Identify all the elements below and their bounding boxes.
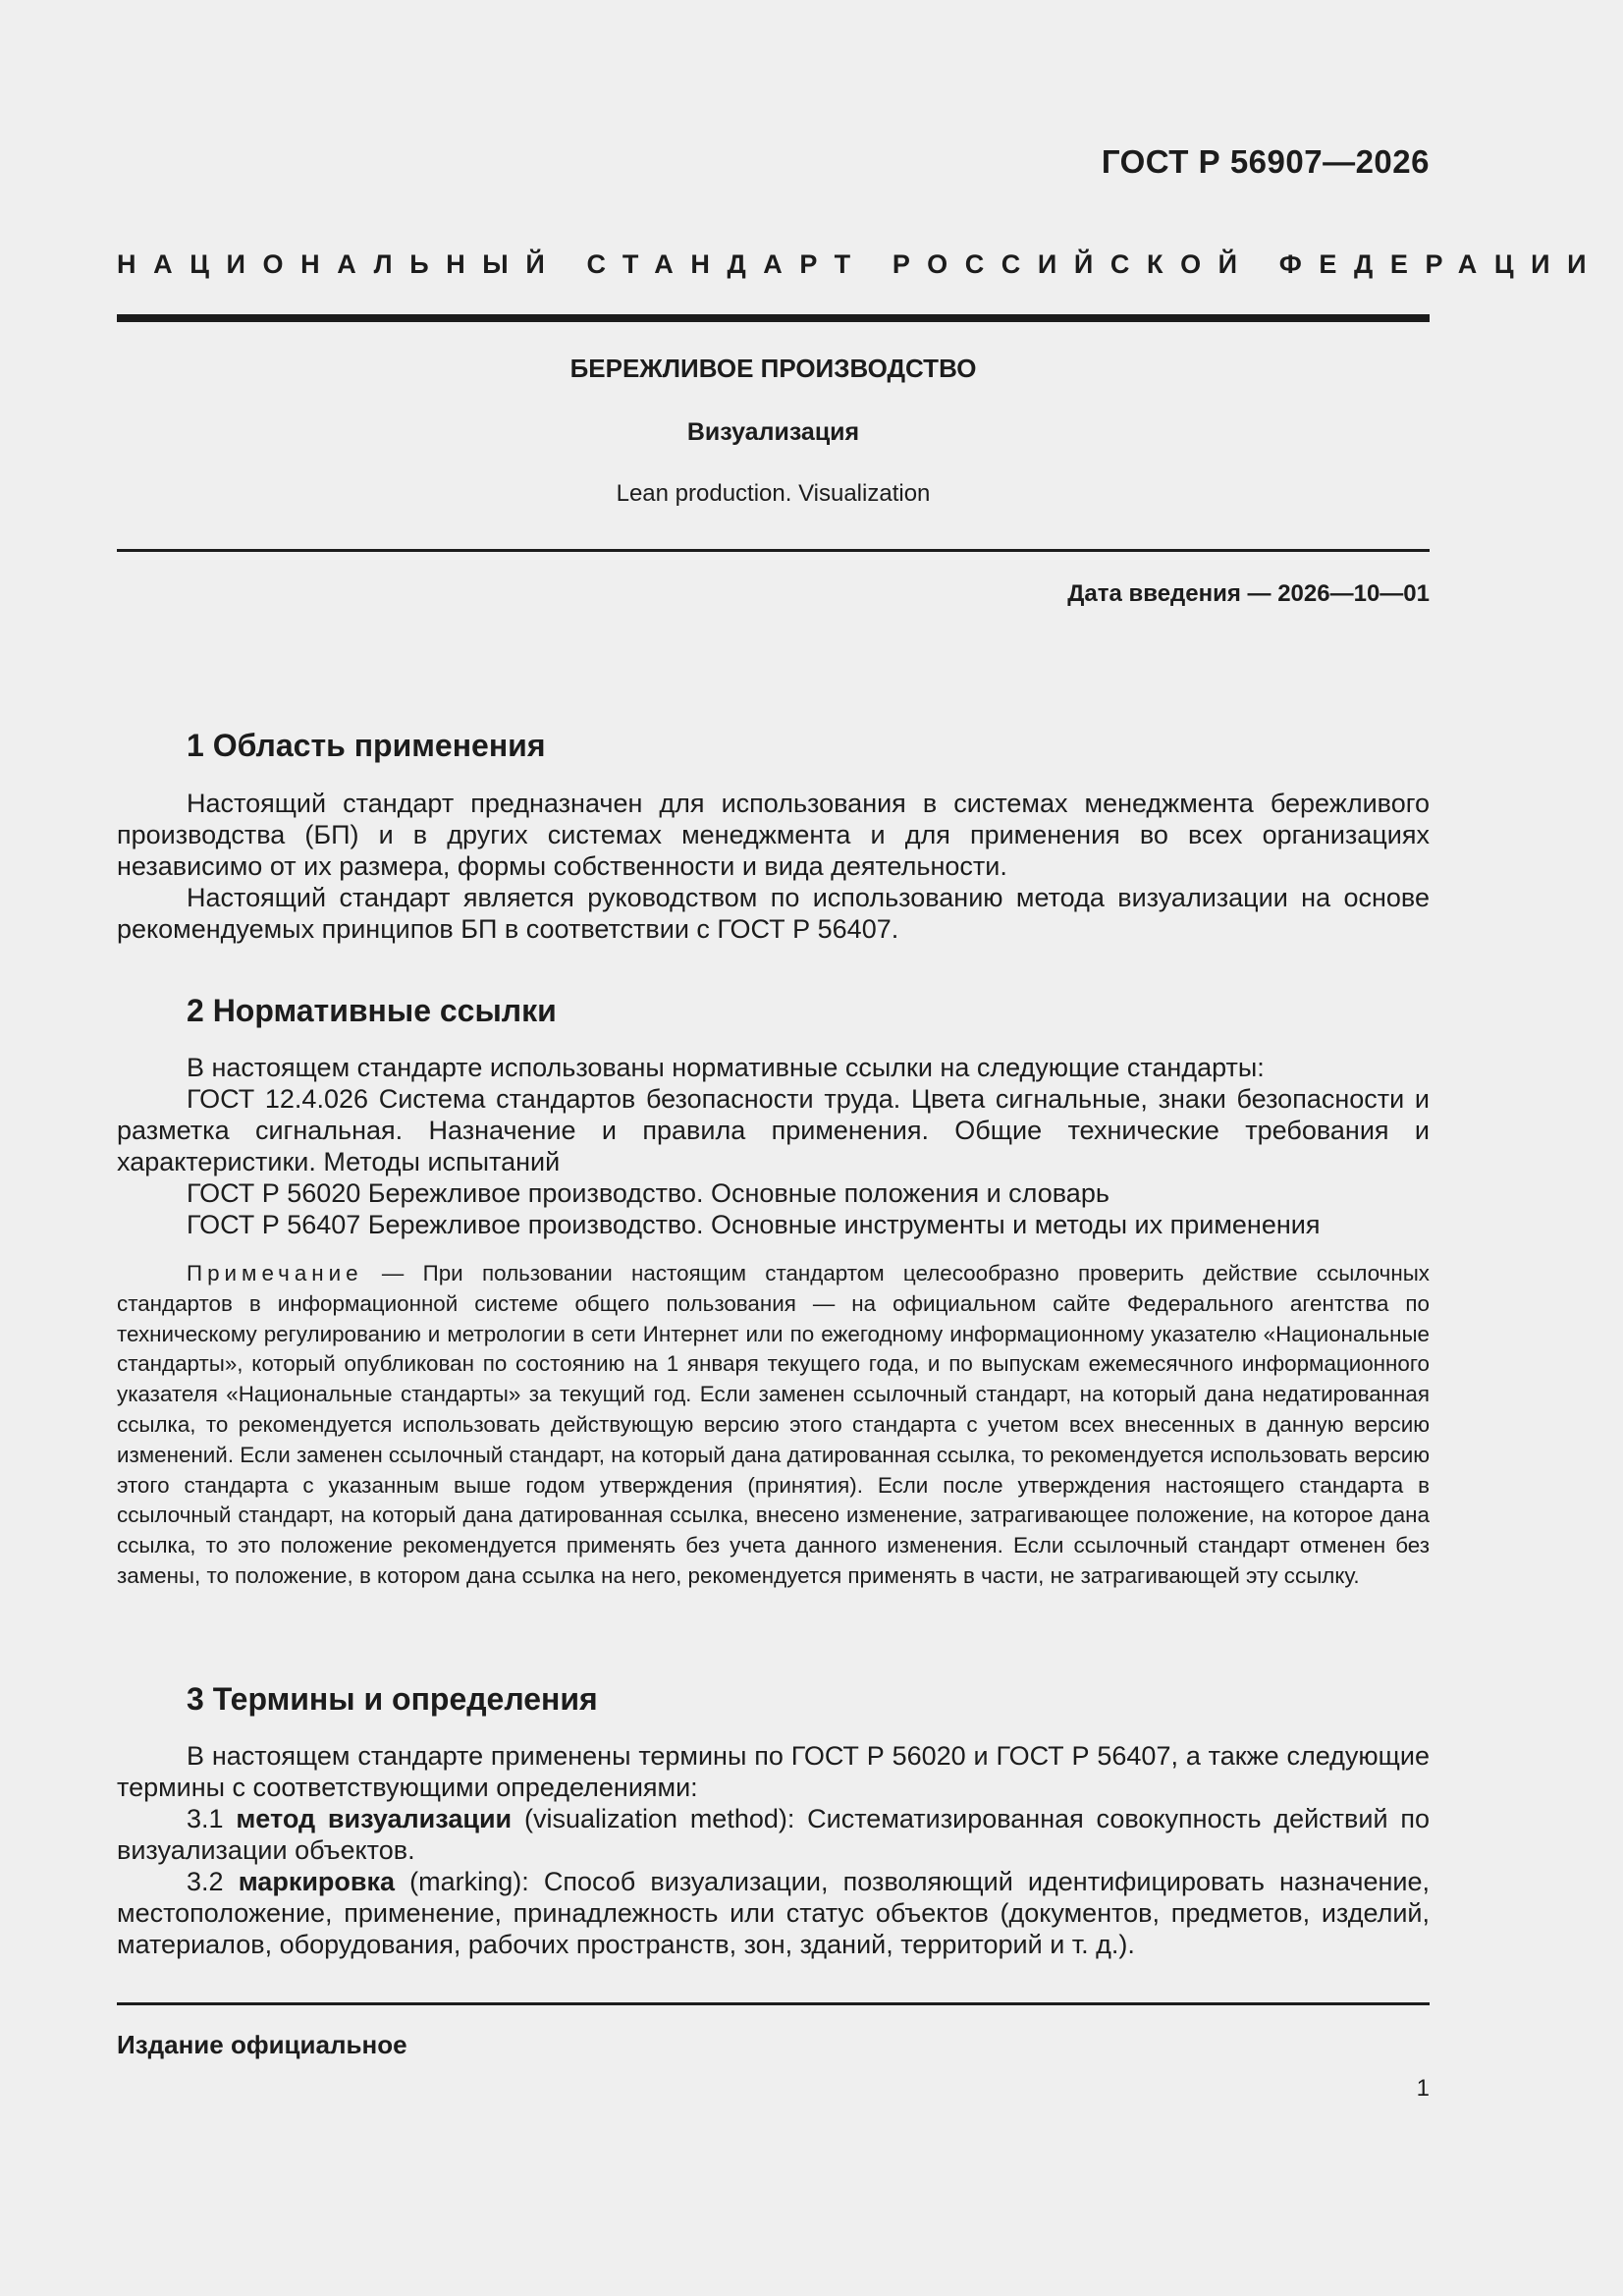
national-standard-banner: НАЦИОНАЛЬНЫЙ СТАНДАРТ РОССИЙСКОЙ ФЕДЕРАЦИИ [117, 249, 1604, 279]
document-subtitle: Визуализация [686, 418, 860, 446]
reference-gost-56407: ГОСТ Р 56407 Бережливое производство. Основные инструменты и методы их применения [187, 1210, 1321, 1239]
section-3-body [117, 1740, 1430, 1960]
term-3-2 [117, 1866, 1430, 1960]
term-definition: (marking): Способ визуализации, позволяющий идентифицировать назначение, местоположение, применение, принадлежность или статус объектов (документов, предметов, изделий, материалов, оборудования, рабочих пространств, зон, зданий, территорий и т. д.). [117, 1867, 1430, 1959]
header-rule [117, 314, 1430, 322]
term-name: метод визуализации [236, 1804, 513, 1833]
note-label: Примечание [187, 1261, 363, 1285]
section-1-heading: 1 Область применения [187, 728, 546, 763]
section-2-body [117, 1052, 1430, 1240]
term-number: 3.1 [187, 1804, 237, 1833]
section-2-heading: 2 Нормативные ссылки [187, 993, 557, 1028]
term-3-1 [117, 1803, 1430, 1866]
footer-rule [117, 2002, 1430, 2005]
term-number: 3.2 [187, 1867, 239, 1896]
section-1-paragraph-1: Настоящий стандарт предназначен для использования в системах менеджмента бережливого производства (БП) и в других системах менеджмента и для применения во всех организациях независимо от их размера, формы собственности и вида деятельности. [117, 789, 1430, 881]
reference-gost-12-4-026: ГОСТ 12.4.026 Система стандартов безопасности труда. Цвета сигнальные, знаки безопасности и разметка сигнальная. Назначение и правила применения. Общие технические требования и характеристики. Методы испытаний [117, 1084, 1430, 1176]
section-1-body [117, 788, 1430, 945]
section-3-heading: 3 Термины и определения [187, 1681, 598, 1717]
section-3-paragraph-1: В настоящем стандарте применены термины по ГОСТ Р 56020 и ГОСТ Р 56407, а также следующие термины с соответствующими определениями: [117, 1741, 1430, 1802]
term-definition: (visualization method): Систематизированная совокупность действий по визуализации объектов. [117, 1804, 1430, 1865]
doc-number: ГОСТ Р 56907—2026 [1101, 143, 1430, 180]
note-text: — При пользовании настоящим стандартом целесообразно проверить действие ссылочных стандартов в информационной системе общего пользования — на официальном сайте Федерального агентства по техническому регулированию и метрологии в сети Интернет или по ежегодному информационному указателю «Национальные стандарты», который опубликован по состоянию на 1 января текущего года, и по выпускам ежемесячного информационного указателя «Национальные стандарты» за текущий год. Если заменен ссылочный стандарт, на который дана недатированная ссылка, то рекомендуется использовать действующую версию этого стандарта с учетом всех внесенных в данную версию изменений. Если заменен ссылочный стандарт, на который дана датированная ссылка, то рекомендуется использовать версию этого стандарта с указанным выше годом утверждения (принятия). Если после утверждения настоящего стандарта в ссылочный стандарт, на который дана датированная ссылка, внесено изменение, затрагивающее положение, на которое дана ссылка, то это положение рекомендуется применять без учета данного изменения. Если ссылочный стандарт отменен без замены, то положение, в котором дана ссылка на него, рекомендуется применять в части, не затрагивающей эту ссылку. [117, 1261, 1430, 1588]
document-page [117, 0, 1604, 2296]
document-title: БЕРЕЖЛИВОЕ ПРОИЗВОДСТВО [569, 354, 977, 383]
title-rule [117, 549, 1430, 552]
section-2-paragraph-1: В настоящем стандарте использованы нормативные ссылки на следующие стандарты: [187, 1053, 1265, 1082]
edition-label: Издание официальное [117, 2030, 407, 2059]
term-name: маркировка [238, 1867, 396, 1896]
english-title: Lean production. Visualization [616, 480, 931, 507]
note-block [117, 1259, 1430, 1592]
introduction-date: Дата введения — 2026—10—01 [1067, 580, 1430, 607]
reference-gost-56020: ГОСТ Р 56020 Бережливое производство. Основные положения и словарь [187, 1178, 1109, 1208]
section-1-paragraph-2: Настоящий стандарт является руководством по использованию метода визуализации на основе рекомендуемых принципов БП в соответствии с ГОСТ Р 56407. [117, 883, 1430, 944]
page-number: 1 [1416, 2075, 1430, 2102]
